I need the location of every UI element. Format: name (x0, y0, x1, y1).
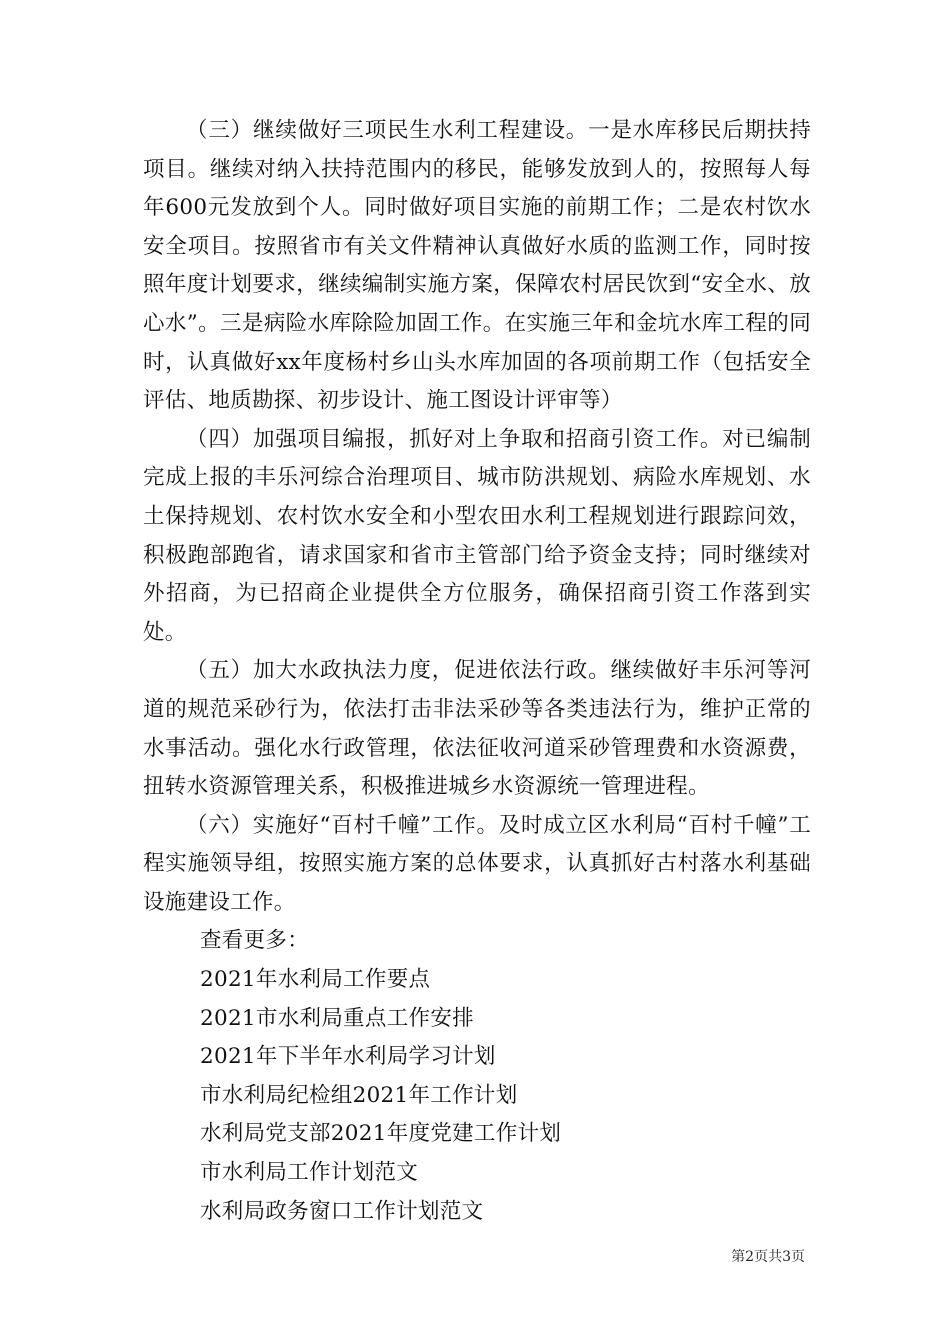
related-link[interactable]: 市水利局工作计划范文 (200, 1160, 419, 1186)
related-link[interactable]: 2021市水利局重点工作安排 (200, 1005, 474, 1031)
document-body (143, 112, 811, 1231)
related-link[interactable]: 市水利局纪检组2021年工作计划 (200, 1082, 518, 1108)
paragraph-6: （六）实施好“百村千幢”工作。及时成立区水利局“百村千幢”工程实施领导组，按照实施方案的总体要求，认真抓好古村落水利基础设施建设工作。 (143, 812, 811, 915)
related-link[interactable]: 水利局党支部2021年度党建工作计划 (200, 1121, 562, 1147)
related-link[interactable]: 水利局政务窗口工作计划范文 (200, 1198, 484, 1224)
paragraph-4: （四）加强项目编报，抓好对上争取和招商引资工作。对已编制完成上报的丰乐河综合治理项目、城市防洪规划、病险水库规划、水土保持规划、农村饮水安全和小型农田水利工程规划进行跟踪问效，积极跑部跑省，请求国家和省市主管部门给予资金支持；同时继续对外招商，为已招商企业提供全方位服务，确保招商引资工作落到实处。 (143, 426, 811, 645)
see-more-label: 查看更多： (200, 928, 310, 954)
page-number: 第2页共3页 (731, 1249, 805, 1265)
related-links-list (143, 961, 811, 1231)
related-link[interactable]: 2021年下半年水利局学习计划 (200, 1044, 496, 1070)
paragraph-3: （三）继续做好三项民生水利工程建设。一是水库移民后期扶持项目。继续对纳入扶持范围内的移民，能够发放到人的，按照每人每年600元发放到个人。同时做好项目实施的前期工作；二是农村饮水安全项目。按照省市有关文件精神认真做好水质的监测工作，同时按照年度计划要求，继续编制实施方案，保障农村居民饮到“安全水、放心水”。三是病险水库除险加固工作。在实施三年和金坑水库工程的同时，认真做好xx年度杨村乡山头水库加固的各项前期工作（包括安全评估、地质勘探、初步设计、施工图设计评审等） (143, 118, 811, 414)
paragraph-5: （五）加大水政执法力度，促进依法行政。继续做好丰乐河等河道的规范采砂行为，依法打击非法采砂等各类违法行为，维护正常的水事活动。强化水行政管理，依法征收河道采砂管理费和水资源费，扭转水资源管理关系，积极推进城乡水资源统一管理进程。 (143, 658, 811, 800)
related-link[interactable]: 2021年水利局工作要点 (200, 967, 431, 993)
